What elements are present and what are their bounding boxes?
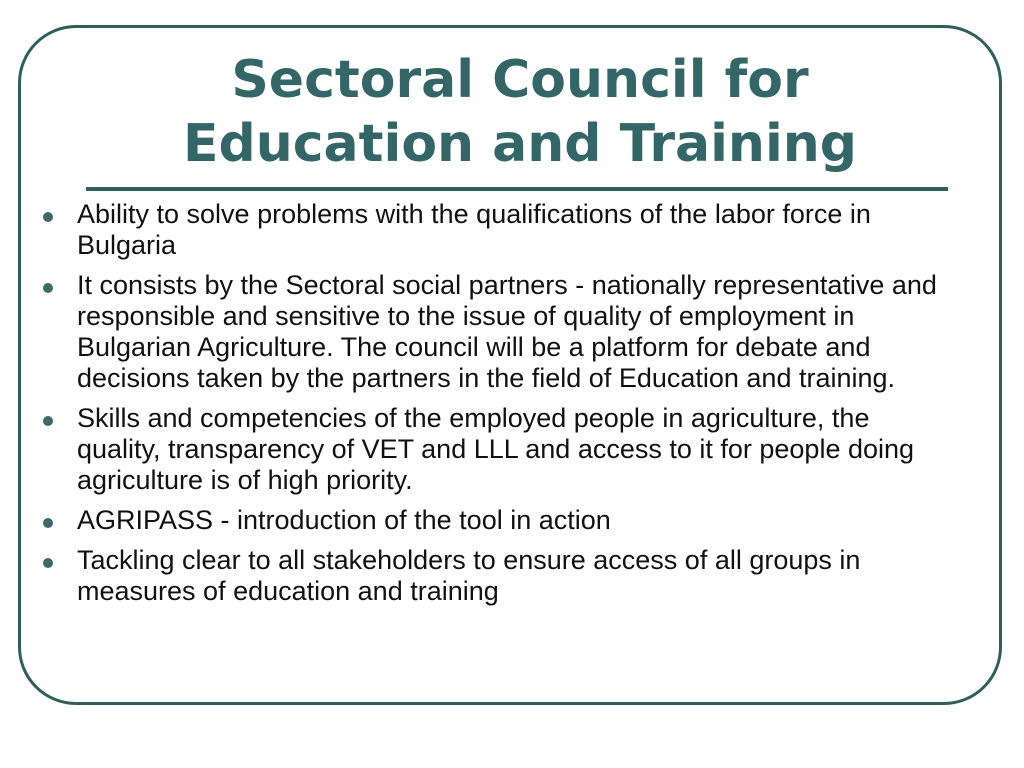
bullet-dot-icon bbox=[43, 212, 53, 222]
bullet-item bbox=[40, 270, 940, 394]
bullet-item bbox=[40, 545, 940, 607]
title-line-2: Education and Training bbox=[182, 114, 858, 174]
bullet-text: Skills and competencies of the employed people in agriculture, the quality, transparency of VET and LLL and access to it for people doing agriculture is of high priority. bbox=[77, 403, 915, 495]
title-line-1: Sectoral Council for bbox=[231, 50, 809, 110]
bullet-dot-icon bbox=[43, 416, 53, 426]
slide-title bbox=[60, 48, 980, 176]
bullet-item bbox=[40, 505, 940, 536]
bullet-text: Tackling clear to all stakeholders to ensure access of all groups in measures of education and training bbox=[77, 545, 861, 606]
bullet-list bbox=[40, 199, 940, 616]
title-divider bbox=[86, 187, 948, 191]
bullet-text: AGRIPASS - introduction of the tool in action bbox=[77, 505, 611, 535]
bullet-item bbox=[40, 403, 940, 496]
bullet-text: Ability to solve problems with the qualifications of the labor force in Bulgaria bbox=[77, 199, 871, 260]
bullet-dot-icon bbox=[43, 558, 53, 568]
bullet-dot-icon bbox=[43, 283, 53, 293]
bullet-text: It consists by the Sectoral social partners - nationally representative and responsible and sensitive to the issue of quality of employment in Bulgarian Agriculture. The council will be a platform for debate and decisions taken by the partners in the field of Education and training. bbox=[77, 270, 937, 393]
bullet-dot-icon bbox=[43, 518, 53, 528]
bullet-item bbox=[40, 199, 940, 261]
